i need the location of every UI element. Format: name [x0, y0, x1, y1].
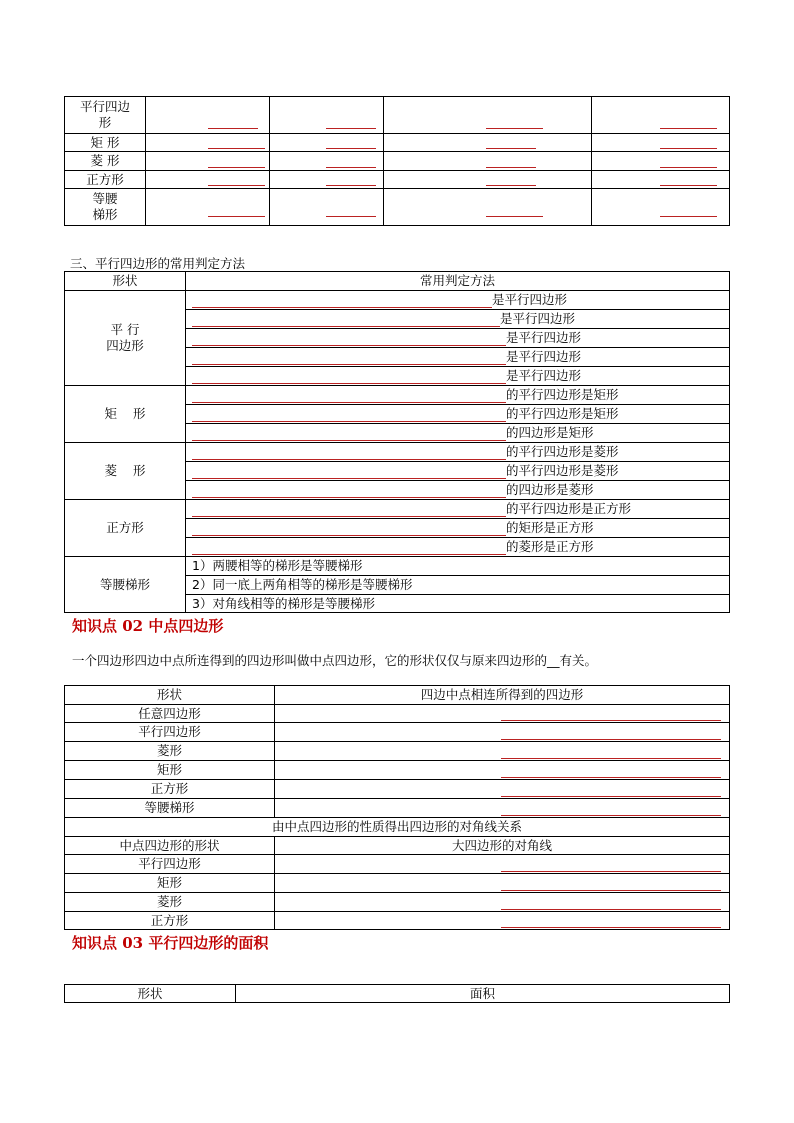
answer-blank[interactable]	[592, 134, 730, 152]
answer-blank[interactable]	[275, 874, 730, 893]
criteria-row[interactable]: 是平行四边形	[186, 348, 730, 367]
row-label-rectangle: 矩 形	[65, 134, 146, 152]
shape-cell: 平行四边形	[65, 855, 275, 874]
group-square: 正方形	[65, 500, 186, 557]
criteria-row[interactable]: 的平行四边形是菱形	[186, 443, 730, 462]
row-label-square: 正方形	[65, 171, 146, 189]
shape-cell: 正方形	[65, 912, 275, 930]
answer-blank[interactable]	[146, 152, 270, 171]
shape-cell: 任意四边形	[65, 705, 275, 723]
kp02-intro: 一个四边形四边中点所连得到的四边形叫做中点四边形，它的形状仅仅与原来四边形的__有关。	[72, 653, 598, 668]
kp02-heading: 知识点 02 中点四边形	[72, 617, 224, 635]
criteria-row[interactable]: 是平行四边形	[186, 367, 730, 386]
criteria-row[interactable]: 的菱形是正方形	[186, 538, 730, 557]
criteria-row[interactable]: 的平行四边形是矩形	[186, 405, 730, 424]
shape-cell: 平行四边形	[65, 723, 275, 742]
answer-blank[interactable]	[384, 171, 592, 189]
kp03-heading: 知识点 03 平行四边形的面积	[72, 934, 269, 952]
header-midpoint-quad: 四边中点相连所得到的四边形	[275, 686, 730, 705]
criteria-row[interactable]: 的四边形是矩形	[186, 424, 730, 443]
shape-cell: 矩形	[65, 761, 275, 780]
answer-blank[interactable]	[384, 134, 592, 152]
property-table	[64, 96, 730, 226]
answer-blank[interactable]	[275, 855, 730, 874]
row-label-isosceles-trapezoid: 等腰 梯形	[65, 189, 146, 226]
answer-blank[interactable]	[275, 893, 730, 912]
criteria-row[interactable]: 的四边形是菱形	[186, 481, 730, 500]
answer-blank[interactable]	[592, 152, 730, 171]
header-area: 面积	[236, 985, 730, 1003]
group-parallelogram: 平 行 四边形	[65, 291, 186, 386]
answer-blank[interactable]	[270, 152, 384, 171]
shape-cell: 正方形	[65, 780, 275, 799]
criteria-row[interactable]: 是平行四边形	[186, 310, 730, 329]
answer-blank[interactable]	[592, 97, 730, 134]
span-row: 由中点四边形的性质得出四边形的对角线关系	[65, 818, 730, 837]
answer-blank[interactable]	[270, 171, 384, 189]
answer-blank[interactable]	[275, 742, 730, 761]
answer-blank[interactable]	[270, 134, 384, 152]
answer-blank[interactable]	[146, 171, 270, 189]
answer-blank[interactable]	[275, 705, 730, 723]
criteria-text: 1）两腰相等的梯形是等腰梯形	[186, 557, 730, 576]
row-label-rhombus: 菱 形	[65, 152, 146, 171]
answer-blank[interactable]	[592, 171, 730, 189]
shape-cell: 菱形	[65, 742, 275, 761]
header-shape: 形状	[65, 985, 236, 1003]
criteria-row[interactable]: 的平行四边形是菱形	[186, 462, 730, 481]
answer-blank[interactable]	[384, 152, 592, 171]
criteria-row[interactable]: 的矩形是正方形	[186, 519, 730, 538]
answer-blank[interactable]	[384, 97, 592, 134]
row-label-parallelogram: 平行四边 形	[65, 97, 146, 134]
shape-cell: 菱形	[65, 893, 275, 912]
criteria-row[interactable]: 的平行四边形是正方形	[186, 500, 730, 519]
header-shape: 形状	[65, 686, 275, 705]
answer-blank[interactable]	[146, 134, 270, 152]
answer-blank[interactable]	[146, 97, 270, 134]
answer-blank[interactable]	[592, 189, 730, 226]
group-rectangle: 矩 形	[65, 386, 186, 443]
answer-blank[interactable]	[270, 189, 384, 226]
shape-cell: 矩形	[65, 874, 275, 893]
midpoint-table	[64, 685, 730, 930]
section-3-title: 三、平行四边形的常用判定方法	[70, 256, 246, 271]
area-table	[64, 984, 730, 1003]
answer-blank[interactable]	[275, 912, 730, 930]
answer-blank[interactable]	[275, 780, 730, 799]
answer-blank[interactable]	[275, 799, 730, 818]
answer-blank[interactable]	[146, 189, 270, 226]
header-midpoint-shape: 中点四边形的形状	[65, 837, 275, 855]
criteria-row[interactable]: 是平行四边形	[186, 329, 730, 348]
answer-blank[interactable]	[275, 723, 730, 742]
criteria-text: 3）对角线相等的梯形是等腰梯形	[186, 595, 730, 613]
answer-blank[interactable]	[275, 761, 730, 780]
header-diagonal: 大四边形的对角线	[275, 837, 730, 855]
answer-blank[interactable]	[384, 189, 592, 226]
group-isosceles-trapezoid: 等腰梯形	[65, 557, 186, 613]
criteria-row[interactable]: 的平行四边形是矩形	[186, 386, 730, 405]
header-shape: 形状	[65, 272, 186, 291]
criteria-row[interactable]: 是平行四边形	[186, 291, 730, 310]
shape-cell: 等腰梯形	[65, 799, 275, 818]
group-rhombus: 菱 形	[65, 443, 186, 500]
criteria-text: 2）同一底上两角相等的梯形是等腰梯形	[186, 576, 730, 595]
criteria-table	[64, 271, 730, 613]
header-method: 常用判定方法	[186, 272, 730, 291]
answer-blank[interactable]	[270, 97, 384, 134]
